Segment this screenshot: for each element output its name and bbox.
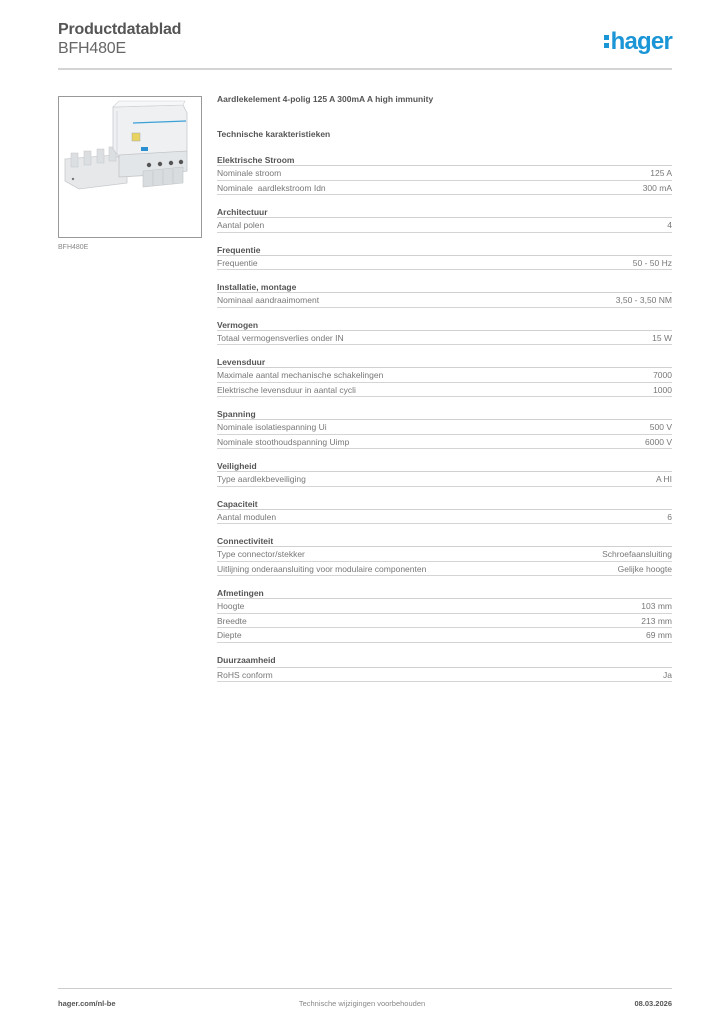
spec-label: RoHS conform: [217, 669, 273, 680]
spec-row: [217, 547, 672, 562]
spec-value: 500 V: [649, 422, 672, 432]
group-title: Installatie, montage: [217, 281, 672, 293]
spec-row: [217, 472, 672, 487]
spec-row: [217, 420, 672, 435]
logo-text: hager: [610, 28, 672, 55]
spec-value: 300 mA: [642, 182, 672, 193]
spec-label: Nominale stoothoudspanning Uimp: [217, 436, 350, 447]
group-title: Capaciteit: [217, 498, 672, 510]
spec-value: Gelijke hoogte: [617, 563, 672, 574]
group-title: Vermogen: [217, 319, 672, 331]
spec-content: [217, 94, 672, 682]
spec-value: 1000: [653, 384, 672, 395]
spec-value: 6000 V: [645, 436, 672, 447]
spec-group-architectuur: [217, 206, 672, 233]
spec-value: 3,50 - 3,50 NM: [615, 295, 672, 305]
group-title: Spanning: [217, 408, 672, 420]
spec-value: 50 - 50 Hz: [632, 257, 672, 268]
spec-label: Hoogte: [217, 601, 245, 611]
product-code: BFH480E: [58, 40, 126, 57]
spec-label: Type connector/stekker: [217, 549, 305, 559]
spec-group-capaciteit: [217, 498, 672, 525]
spec-row: [217, 435, 672, 450]
spec-value: A HI: [655, 474, 672, 484]
spec-row: [217, 293, 672, 308]
spec-value: 15 W: [652, 332, 672, 343]
spec-value: 4: [667, 220, 672, 230]
spec-label: Elektrische levensduur in aantal cycli: [217, 384, 356, 395]
spec-row: [217, 331, 672, 346]
spec-row: [217, 181, 672, 196]
spec-label: Nominale stroom: [217, 168, 282, 178]
spec-row: [217, 614, 672, 629]
spec-label: Aantal polen: [217, 220, 265, 230]
spec-label: Nominale aardlekstroom Idn: [217, 182, 326, 193]
spec-label: Nominale isolatiespanning Ui: [217, 422, 327, 432]
group-title: Afmetingen: [217, 587, 672, 599]
spec-label: Type aardlekbeveiliging: [217, 474, 306, 484]
spec-row: [217, 628, 672, 643]
spec-label: Diepte: [217, 630, 242, 640]
spec-label: Frequentie: [217, 257, 258, 268]
spec-row: [217, 383, 672, 398]
spec-value: 213 mm: [641, 615, 672, 626]
spec-group-veiligheid: [217, 460, 672, 487]
section-title: Technische karakteristieken: [217, 129, 331, 139]
spec-value: Ja: [663, 669, 672, 680]
spec-row: [217, 166, 672, 181]
spec-group-duurzaamheid: [217, 654, 672, 683]
document-title: Productdatablad: [58, 21, 182, 38]
spec-group-vermogen: [217, 319, 672, 346]
group-title: Veiligheid: [217, 460, 672, 472]
spec-label: Uitlijning onderaansluiting voor modulaire componenten: [217, 563, 427, 574]
footer-divider: [58, 988, 672, 989]
group-title: Frequentie: [217, 244, 672, 256]
spec-value: 103 mm: [641, 601, 672, 611]
spec-label: Maximale aantal mechanische schakelingen: [217, 370, 384, 380]
spec-label: Totaal vermogensverlies onder IN: [217, 332, 344, 343]
spec-group-levensduur: [217, 356, 672, 397]
spec-group-spanning: [217, 408, 672, 449]
spec-group-afmetingen: [217, 587, 672, 643]
spec-value: 125 A: [650, 168, 672, 178]
footer-disclaimer: Technische wijzigingen voorbehouden: [298, 999, 426, 1008]
spec-value: 7000: [653, 370, 672, 380]
spec-row: [217, 599, 672, 614]
spec-group-connectiviteit: [217, 535, 672, 576]
footer-date: 08.03.2026: [634, 999, 672, 1008]
spec-value: 69 mm: [646, 630, 672, 640]
header-divider: [58, 68, 672, 70]
spec-row: [217, 562, 672, 577]
spec-group-installatie: [217, 281, 672, 308]
spec-group-elektrische-stroom: [217, 154, 672, 195]
group-title: Elektrische Stroom: [217, 154, 672, 166]
spec-row: [217, 510, 672, 525]
hager-logo: [604, 28, 672, 56]
spec-row: [217, 368, 672, 383]
spec-label: Aantal modulen: [217, 511, 277, 522]
spec-row: [217, 668, 672, 683]
spec-label: Breedte: [217, 615, 247, 626]
group-title: Connectiviteit: [217, 535, 672, 547]
product-photo-icon: [59, 97, 201, 237]
product-image-caption: BFH480E: [58, 244, 89, 251]
spec-row: [217, 218, 672, 233]
group-title: Architectuur: [217, 206, 672, 218]
spec-value: 6: [667, 511, 672, 522]
product-description: Aardlekelement 4-polig 125 A 300mA A high immunity: [217, 94, 434, 104]
spec-value: Schroefaansluiting: [602, 549, 672, 559]
spec-label: Nominaal aandraaimoment: [217, 295, 320, 305]
group-title: Duurzaamheid: [217, 654, 672, 668]
page-header: [58, 21, 672, 69]
group-title: Levensduur: [217, 356, 672, 368]
footer-website-link[interactable]: hager.com/nl-be: [58, 999, 116, 1008]
spec-row: [217, 256, 672, 271]
product-image: [58, 96, 202, 238]
spec-group-frequentie: [217, 244, 672, 271]
